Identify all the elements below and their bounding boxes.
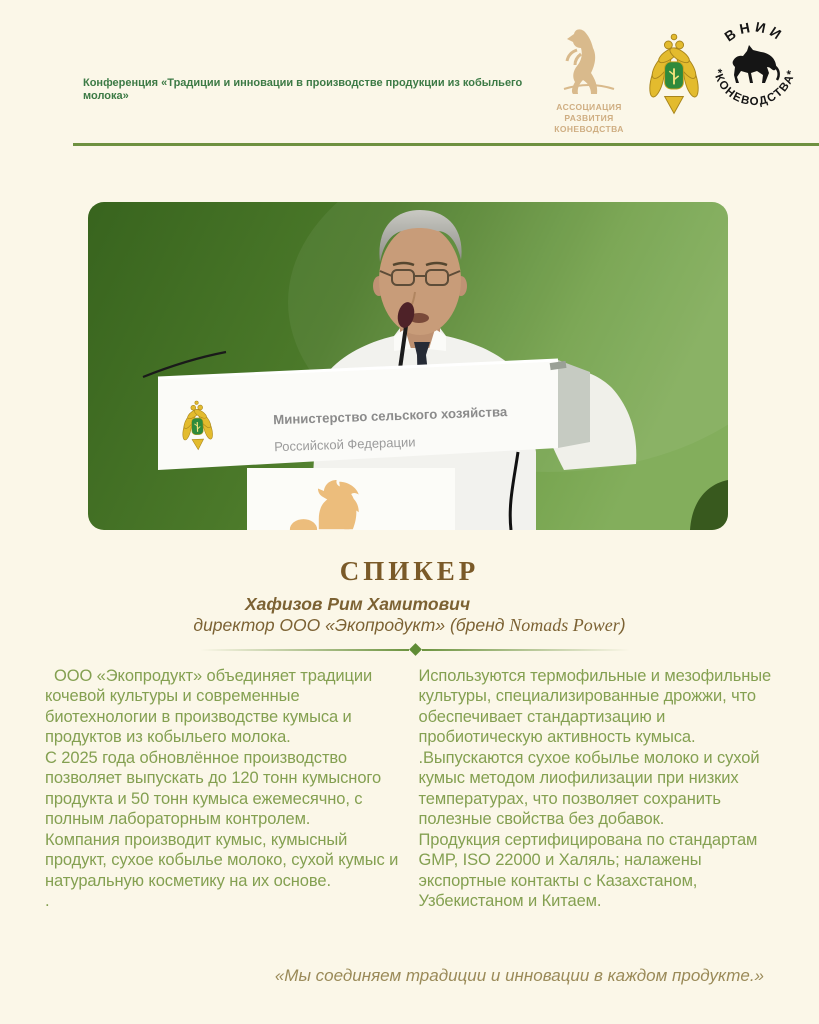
paragraph: Используются термофильные и мезофильные культуры, специализированные дрожжи, что обеспечивает стандартизацию и пробиотическую активность кумыса. [418,667,772,747]
header-divider [73,143,819,146]
paragraph: .Выпускаются сухое кобылье молоко и сухой кумыс методом лиофилизации при низких температурах, что позволяет сохранить полезные свойства без добавок. [418,748,760,829]
paragraph: Компания производит кумыс, кумысный продукт, сухое кобылье молоко, сухой кумыс и натуральную косметику на их основе. [45,830,399,890]
vnii-horse-icon [733,45,779,83]
podium-org-line1: Министерство сельского хозяйства [272,404,508,428]
speaker-role-prefix: директор ООО «Экопродукт» (бренд [193,615,510,635]
divider-line-left [200,649,409,651]
svg-text:ВНИИ [721,19,787,45]
footer-quote: «Мы соединяем традиции и инновации в каждом продукте.» [274,966,764,985]
association-logo-line3: КОНЕВОДСТВА [554,124,624,135]
paragraph: . [45,891,50,910]
ornamental-divider [200,645,630,654]
speaker-photo [88,202,728,530]
divider-line-right [422,649,631,651]
association-logo [536,28,642,135]
paragraph: ООО «Экопродукт» объединяет традиции кочевой культуры и современные биотехнологии в производстве кумыса и продуктов из кобыльего молока. [45,667,373,747]
vnii-logo-bottom-text: *КОНЕВОДСТВА* [710,68,799,109]
svg-text:*КОНЕВОДСТВА* [711,68,798,108]
association-logo-line1: АССОЦИАЦИЯ [556,102,622,112]
vnii-logo-top-text: ВНИИ [721,18,788,45]
paragraph: Продукция сертифицирована по стандартам GMP, ISO 22000 и Халяль; налажены экспортные контакты с Казахстаном, Узбекистаном и Китаем. [418,830,758,910]
speaker-role-suffix: ) [619,615,626,635]
vnii-logo-icon [706,16,803,113]
speaker-name: Хафизов Рим Хамитович [244,594,471,614]
podium-base [247,468,455,530]
description-left-column [45,666,409,911]
description-columns [45,666,782,911]
conference-title: Конференция «Традиции и инновации в производстве продукции из кобыльего молока» [83,77,523,103]
podium-org-line2: Российской Федерации [273,434,416,455]
association-horse-icon [560,28,618,96]
description-right-column [419,666,783,911]
speaker-role [0,615,819,636]
section-title: СПИКЕР [339,556,480,586]
diamond-icon [409,643,422,656]
ministry-emblem-icon [644,30,704,118]
association-logo-line2: РАЗВИТИЯ [564,113,614,124]
speaker-role-brand: Nomads Power [509,615,620,635]
paragraph: С 2025 года обновлённое производство позволяет выпускать до 120 тонн кумысного продукта и 50 тонн кумыса ежемесячно, с полным лабораторным контролем. [45,748,382,829]
